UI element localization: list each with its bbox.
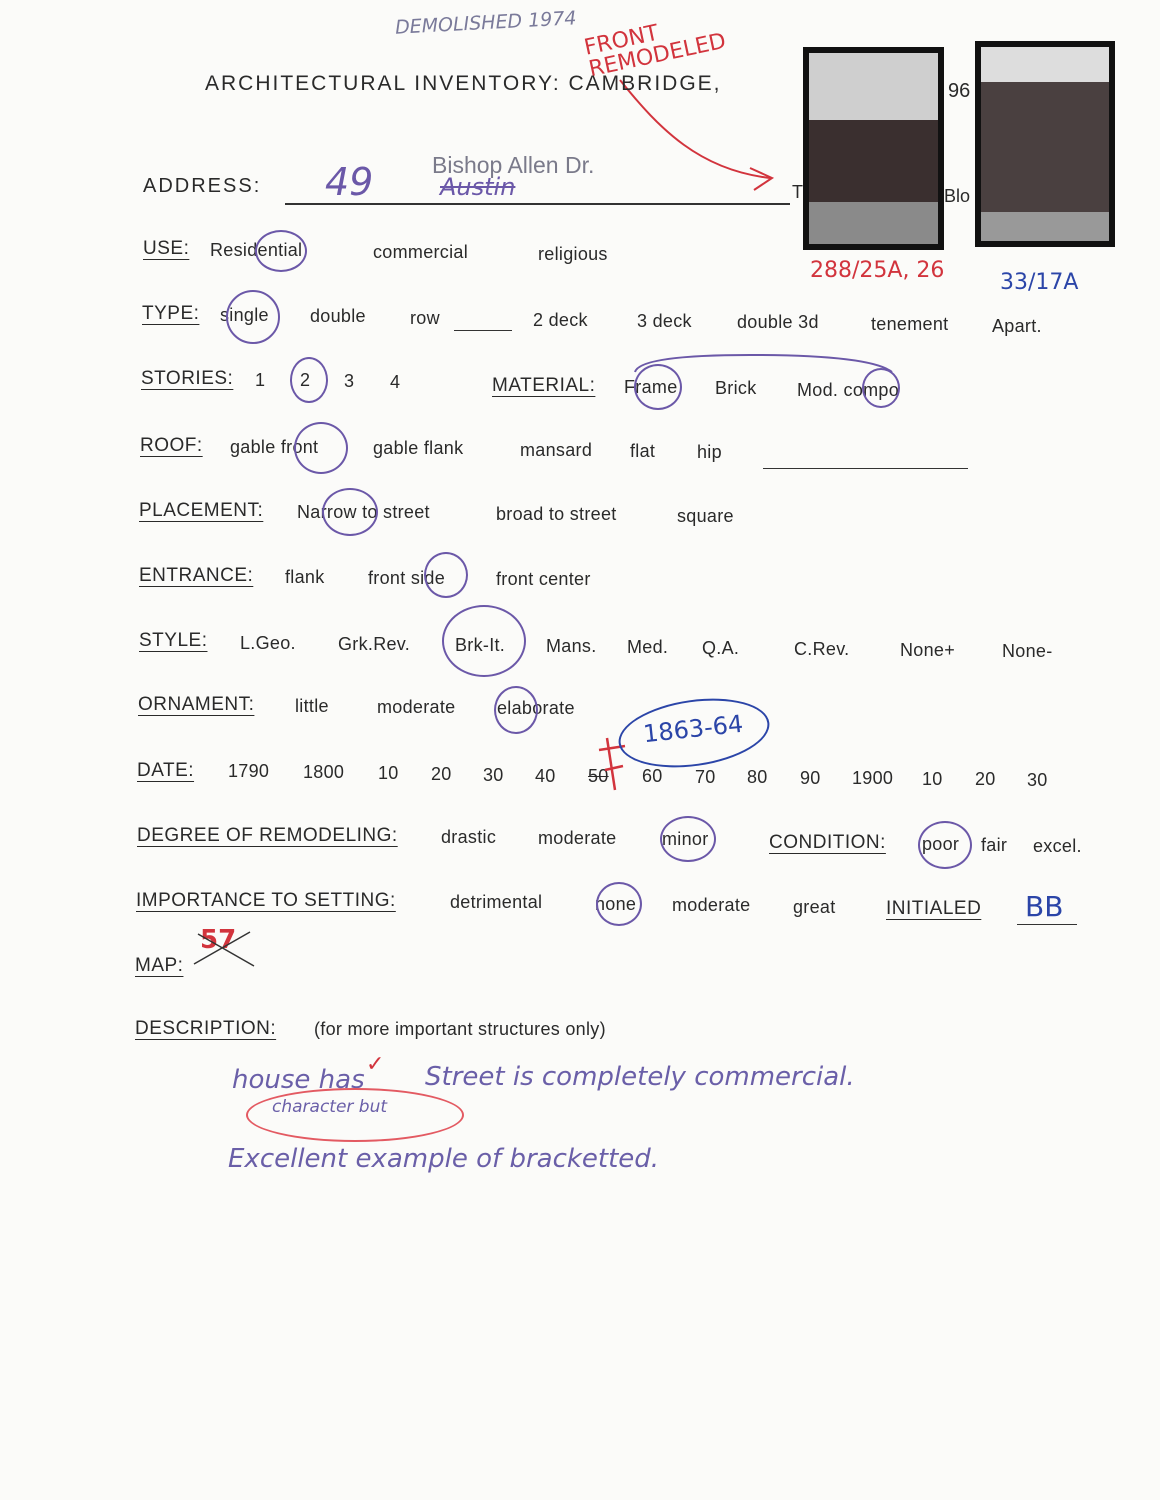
description-label: DESCRIPTION: <box>135 1018 277 1039</box>
material-bracket-annotation <box>630 350 900 380</box>
map-label: MAP: <box>135 955 184 976</box>
map-value: 57 <box>200 925 237 955</box>
entrance-option-flank[interactable]: flank <box>285 567 325 587</box>
description-caret: ✓ <box>366 1052 385 1077</box>
description-line1-insert: character but <box>272 1097 388 1117</box>
description-note: (for more important structures only) <box>314 1019 606 1039</box>
date-annotation: 1863-64 <box>641 709 745 749</box>
style-option-none-minus[interactable]: None- <box>1002 641 1053 661</box>
building-photo-left <box>803 47 944 250</box>
selection-circle <box>660 816 716 862</box>
importance-option-none[interactable]: none <box>595 894 637 914</box>
date-option-10[interactable]: 10 <box>378 763 399 783</box>
stories-option-2[interactable]: 2 <box>300 370 311 390</box>
map-strike-mark <box>188 926 260 970</box>
date-option-1790[interactable]: 1790 <box>228 761 270 781</box>
type-option-tenement[interactable]: tenement <box>871 314 949 334</box>
material-option-frame[interactable]: Frame <box>624 377 678 397</box>
front-remodeled-note: FRONT REMODELED <box>582 20 729 83</box>
date-option-40[interactable]: 40 <box>535 766 556 786</box>
description-line1-end: Street is completely commercial. <box>425 1062 855 1092</box>
date-option-60[interactable]: 60 <box>642 766 663 786</box>
year-suffix: 96 <box>948 80 971 102</box>
remodeling-option-minor[interactable]: minor <box>662 829 709 849</box>
use-option-commercial[interactable]: commercial <box>373 242 469 262</box>
form-title: ARCHITECTURAL INVENTORY: CAMBRIDGE, <box>205 72 722 95</box>
placement-option-broad[interactable]: broad to street <box>496 504 617 524</box>
selection-circle <box>294 422 348 474</box>
style-option-qa[interactable]: Q.A. <box>702 638 740 658</box>
date-option-50[interactable]: 50 <box>588 766 609 786</box>
entrance-option-front-center[interactable]: front center <box>496 569 591 589</box>
type-option-3-deck[interactable]: 3 deck <box>637 311 692 331</box>
selection-circle <box>918 821 972 869</box>
demolished-note: DEMOLISHED 1974 <box>394 7 578 39</box>
selection-circle <box>494 686 538 734</box>
roof-option-mansard[interactable]: mansard <box>520 440 593 460</box>
date-option-1930[interactable]: 30 <box>1027 770 1048 790</box>
placement-label: PLACEMENT: <box>139 500 264 521</box>
description-line2: Excellent example of bracketted. <box>228 1144 660 1174</box>
address-label: ADDRESS: <box>143 175 262 197</box>
type-option-2-deck[interactable]: 2 deck <box>533 310 588 330</box>
importance-option-moderate[interactable]: moderate <box>672 895 751 915</box>
address-number: 49 <box>325 160 374 204</box>
selection-circle <box>322 488 378 536</box>
material-label: MATERIAL: <box>492 375 596 396</box>
address-street-struck: Austin <box>440 173 516 201</box>
style-option-l-geo[interactable]: L.Geo. <box>240 633 296 653</box>
selection-circle <box>255 230 307 272</box>
initialed-label: INITIALED <box>886 898 982 919</box>
roof-option-gable-flank[interactable]: gable flank <box>373 438 464 458</box>
style-option-brk-it[interactable]: Brk-It. <box>455 635 506 655</box>
style-option-none-plus[interactable]: None+ <box>900 640 956 660</box>
use-option-residential[interactable]: Residential <box>210 240 303 260</box>
date-option-1900[interactable]: 1900 <box>852 768 894 788</box>
photo-code-left: 288/25A, 26 <box>810 258 945 283</box>
roof-label: ROOF: <box>140 435 203 456</box>
condition-label: CONDITION: <box>769 832 886 853</box>
use-option-religious[interactable]: religious <box>538 244 608 264</box>
photo-code-right: 33/17A <box>1000 270 1079 295</box>
date-option-90[interactable]: 90 <box>800 768 821 788</box>
type-option-row[interactable]: row <box>410 308 440 328</box>
use-label: USE: <box>143 238 190 259</box>
address-blo-fragment: Blo <box>944 186 971 206</box>
importance-option-great[interactable]: great <box>793 897 836 917</box>
date-label: DATE: <box>137 760 195 781</box>
condition-option-poor[interactable]: poor <box>922 834 960 854</box>
ornament-option-moderate[interactable]: moderate <box>377 697 456 717</box>
style-option-med[interactable]: Med. <box>627 637 669 657</box>
importance-label: IMPORTANCE TO SETTING: <box>136 890 396 911</box>
selection-circle <box>596 882 642 926</box>
date-option-1920[interactable]: 20 <box>975 769 996 789</box>
selection-circle <box>290 357 328 403</box>
style-label: STYLE: <box>139 630 208 651</box>
style-option-c-rev[interactable]: C.Rev. <box>794 639 850 659</box>
roof-option-gable-front[interactable]: gable front <box>230 437 319 457</box>
date-option-70[interactable]: 70 <box>695 767 716 787</box>
date-option-30[interactable]: 30 <box>483 765 504 785</box>
initialed-value: BB <box>1025 890 1064 923</box>
date-option-80[interactable]: 80 <box>747 767 768 787</box>
placement-option-narrow[interactable]: Narrow to street <box>297 502 430 522</box>
type-row-blank <box>454 330 512 331</box>
selection-circle <box>424 552 468 598</box>
stories-option-3[interactable]: 3 <box>344 371 355 391</box>
type-option-double[interactable]: double <box>310 306 366 326</box>
type-option-apart[interactable]: Apart. <box>992 316 1042 336</box>
address-street-new: Bishop Allen Dr. <box>432 152 595 178</box>
date-option-1910[interactable]: 10 <box>922 769 943 789</box>
description-line1-start: house has <box>232 1065 365 1095</box>
condition-option-fair[interactable]: fair <box>981 835 1008 855</box>
remodeling-option-moderate[interactable]: moderate <box>538 828 617 848</box>
address-t-fragment: T <box>792 182 803 202</box>
roof-option-hip[interactable]: hip <box>697 442 722 462</box>
condition-option-excel[interactable]: excel. <box>1033 836 1082 856</box>
entrance-option-front-side[interactable]: front side <box>368 568 446 588</box>
stories-option-1[interactable]: 1 <box>255 370 266 390</box>
date-option-1800[interactable]: 1800 <box>303 762 345 782</box>
importance-option-detrimental[interactable]: detrimental <box>450 892 543 912</box>
style-option-mans[interactable]: Mans. <box>546 636 597 656</box>
initialed-underline <box>1017 924 1077 925</box>
stories-option-4[interactable]: 4 <box>390 372 401 392</box>
selection-circle <box>442 605 526 677</box>
selection-circle <box>226 290 280 344</box>
remodeling-label: DEGREE OF REMODELING: <box>137 825 398 846</box>
material-option-mod-compo[interactable]: Mod. compo <box>797 380 900 400</box>
roof-blank-line <box>763 468 968 469</box>
ornament-option-elaborate[interactable]: elaborate <box>497 698 575 718</box>
ornament-option-little[interactable]: little <box>295 696 329 716</box>
stories-label: STORIES: <box>141 368 234 389</box>
material-option-brick[interactable]: Brick <box>715 378 757 398</box>
type-option-single[interactable]: single <box>220 305 269 325</box>
building-photo-right <box>975 41 1115 247</box>
placement-option-square[interactable]: square <box>677 506 734 526</box>
roof-option-flat[interactable]: flat <box>630 441 656 461</box>
ornament-label: ORNAMENT: <box>138 694 255 715</box>
type-label: TYPE: <box>142 303 200 324</box>
remodeling-option-drastic[interactable]: drastic <box>441 827 497 847</box>
entrance-label: ENTRANCE: <box>139 565 254 586</box>
type-option-double-3d[interactable]: double 3d <box>737 312 819 332</box>
date-option-20[interactable]: 20 <box>431 764 452 784</box>
style-option-grk-rev[interactable]: Grk.Rev. <box>338 634 411 654</box>
